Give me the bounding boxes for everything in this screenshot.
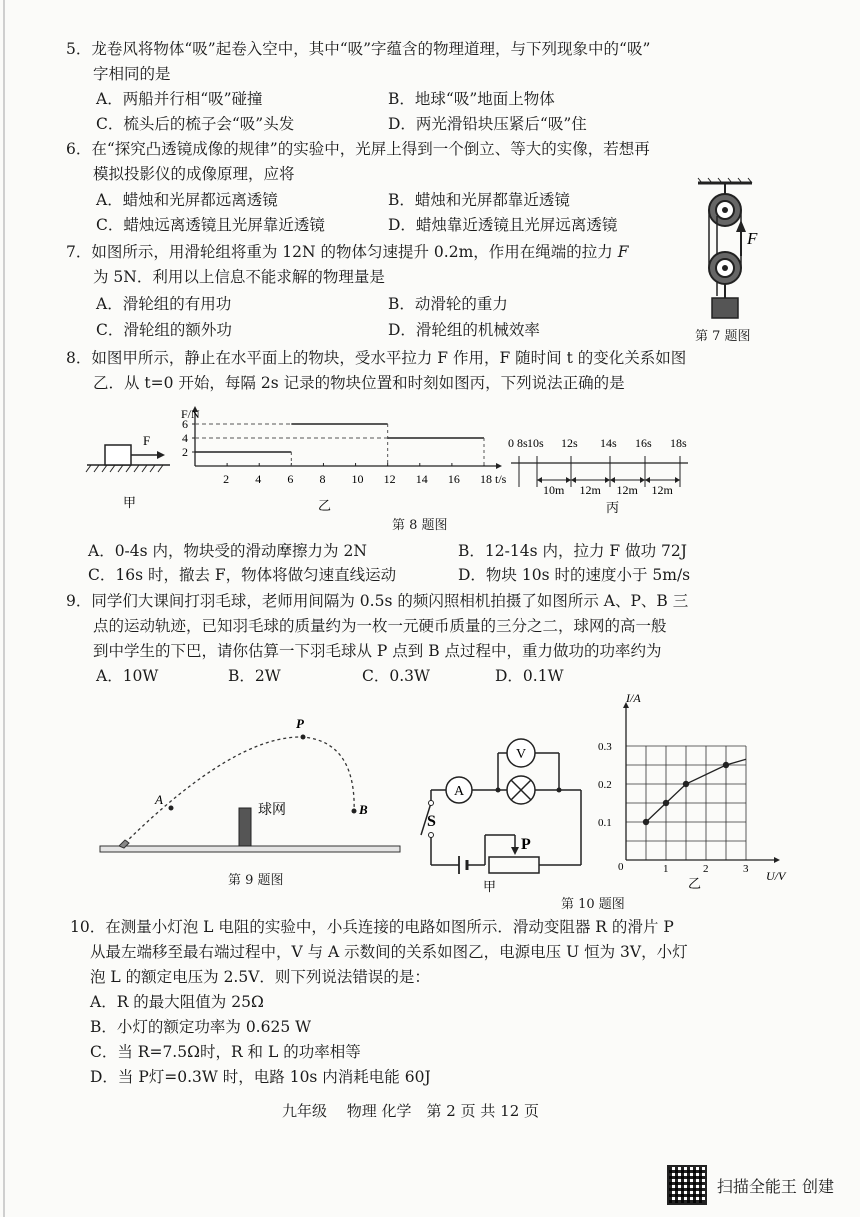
timeline-distance-label: 12m	[616, 483, 638, 497]
ft-xlabel: t/s	[495, 472, 507, 486]
q7-stem-1: 7．如图所示，用滑轮组将重为 12N 的物体匀速提升 0.2m，作用在绳端的拉力 F	[66, 243, 629, 261]
iu-data-point	[643, 819, 649, 825]
ft-y-tick-label: 4	[182, 431, 188, 445]
figure-bing-label: 丙	[606, 500, 620, 515]
figure-jia-label: 甲	[123, 495, 137, 510]
scanner-watermark	[667, 1165, 834, 1205]
iu-x-tick-label: 3	[743, 863, 749, 875]
iu-y-tick-label: 0.2	[598, 779, 612, 791]
q8-stem-1: 8．如图甲所示，静止在水平面上的物块，受水平拉力 F 作用，F 随时间 t 的变化关系如图	[66, 349, 687, 367]
q9-stem-2: 点的运动轨迹，已知羽毛球的质量约为一枚一元硬币质量的三分之二，球网的高一般	[93, 617, 667, 635]
q9-option-d: D．0.1W	[495, 667, 564, 685]
iu-ylabel: I/A	[626, 691, 641, 705]
iu-y-tick-label: 0.1	[598, 817, 612, 829]
timeline-time-label: 18s	[670, 436, 687, 450]
scanner-label: 扫描全能王 创建	[716, 1176, 834, 1196]
timeline-distance-label: 10m	[543, 483, 565, 497]
q8-option-c: C．16s 时，撤去 F，物体将做匀速直线运动	[88, 566, 397, 584]
q7-force-symbol: F	[617, 243, 629, 261]
q5-option-a: A．两船并行相“吸”碰撞	[96, 90, 263, 108]
ft-x-tick-label: 16	[447, 472, 460, 486]
q6-stem-1: 6．在“探究凸透镜成像的规律”的实验中，光屏上得到一个倒立、等大的实像，若想再	[66, 140, 650, 158]
ft-x-tick-label: 14	[415, 472, 428, 486]
q10-option-a: A．R 的最大阻值为 25Ω	[90, 993, 264, 1011]
q6-option-c: C．蜡烛远离透镜且光屏靠近透镜	[96, 216, 325, 234]
q7-stem-2: 为 5N．利用以上信息不能求解的物理量是	[93, 268, 385, 286]
timeline-arrowhead	[605, 477, 610, 483]
ft-y-tick-label: 2	[182, 445, 188, 459]
q5-stem-2: 字相同的是	[93, 65, 171, 83]
circuit-figure	[413, 733, 588, 898]
timeline-time-label: 10s	[527, 436, 544, 450]
q10-caption: 第 10 题图	[561, 897, 625, 912]
q8-option-d: D．物块 10s 时的速度小于 5m/s	[458, 566, 691, 584]
q5-option-c: C．梳头后的梳子会“吸”头发	[96, 115, 295, 133]
ft-x-tick-label: 4	[255, 472, 262, 486]
ft-ylabel: F/N	[181, 407, 200, 421]
timeline-time-label: 12s	[561, 436, 578, 450]
point-b-label: B	[359, 802, 368, 817]
net-label: 球网	[258, 803, 286, 818]
q10-stem-3: 泡 L 的额定电压为 2.5V．则下列说法错误的是：	[90, 968, 430, 986]
iu-xlabel: U/V	[766, 869, 786, 883]
timeline-arrowhead	[566, 477, 571, 483]
badminton-figure	[95, 710, 405, 860]
point-p-label: P	[296, 716, 304, 731]
q5-option-b: B．地球“吸”地面上物体	[388, 90, 555, 108]
slider-label: P	[521, 836, 531, 853]
q8-option-b: B．12-14s 内，拉力 F 做功 72J	[458, 542, 687, 560]
timeline-arrowhead	[537, 477, 542, 483]
figure-yi-label: 乙	[318, 498, 332, 513]
iu-origin-label: 0	[618, 861, 624, 873]
q7-caption: 第 7 题图	[695, 329, 751, 344]
timeline-arrowhead	[640, 477, 645, 483]
q5-stem-1: 5．龙卷风将物体“吸”起卷入空中，其中“吸”字蕴含的物理道理，与下列现象中的“吸”	[66, 40, 651, 58]
ft-x-tick-label: 6	[287, 472, 294, 486]
q9-stem-1: 9．同学们大课间打羽毛球，老师用间隔为 0.5s 的频闪照相机拍摄了如图所示 A、P、B 三	[66, 592, 689, 610]
circuit-jia-label: 甲	[483, 879, 497, 894]
iu-x-tick-label: 2	[703, 863, 709, 875]
q7-option-d: D．滑轮组的机械效率	[388, 321, 540, 339]
ammeter-label: A	[454, 784, 465, 799]
q10-option-c: C．当 R=7.5Ω时，R 和 L 的功率相等	[90, 1043, 361, 1061]
force-time-chart	[178, 404, 513, 518]
q10-stem-1: 10．在测量小灯泡 L 电阻的实验中，小兵连接的电路如图所示．滑动变阻器 R 的滑片 P	[70, 918, 674, 936]
page-footer: 九年级 物理 化学 第 2 页 共 12 页	[282, 1102, 540, 1120]
iu-x-tick-label: 1	[663, 863, 669, 875]
block-force-label: F	[143, 433, 151, 448]
q5-option-d: D．两光滑铅块压紧后“吸”住	[388, 115, 587, 133]
q7-option-a: A．滑轮组的有用功	[96, 295, 232, 313]
q7-option-c: C．滑轮组的额外功	[96, 321, 232, 339]
timeline-arrowhead	[675, 477, 680, 483]
voltmeter-label: V	[516, 747, 527, 762]
iu-y-tick-label: 0.3	[598, 741, 612, 753]
switch-label: S	[427, 813, 436, 830]
qr-code-icon	[667, 1165, 707, 1205]
pulley-force-label: F	[747, 229, 758, 248]
q9-option-b: B．2W	[228, 667, 281, 685]
q7-option-b: B．动滑轮的重力	[388, 295, 508, 313]
q8-option-a: A．0-4s 内，物块受的滑动摩擦力为 2N	[88, 542, 367, 560]
timeline-arrowhead	[571, 477, 576, 483]
ft-x-tick-label: 10	[351, 472, 364, 486]
q10-option-d: D．当 P灯=0.3W 时，电路 10s 内消耗电能 60J	[90, 1068, 431, 1086]
q9-option-c: C．0.3W	[362, 667, 430, 685]
timeline-arrowhead	[610, 477, 615, 483]
position-timeline	[503, 430, 703, 515]
point-a-label: A	[155, 792, 163, 807]
q10-stem-2: 从最左端移至最右端过程中，V 与 A 示数间的关系如图乙，电源电压 U 恒为 3V，小灯	[90, 943, 688, 961]
timeline-time-label: 14s	[600, 436, 617, 450]
iu-x-arrow	[774, 857, 780, 863]
ft-x-arrow	[496, 463, 502, 469]
q8-stem-2: 乙．从 t=0 开始，每隔 2s 记录的物块位置和时刻如图丙，下列说法正确的是	[93, 374, 625, 392]
timeline-distance-label: 12m	[651, 483, 673, 497]
q8-caption: 第 8 题图	[392, 518, 448, 533]
block-figure	[85, 425, 175, 520]
iu-data-point	[723, 762, 729, 768]
ft-y-tick-label: 6	[182, 417, 188, 431]
iu-figure-label: 乙	[688, 876, 702, 891]
q9-caption: 第 9 题图	[228, 873, 284, 888]
iu-data-point	[683, 781, 689, 787]
page-edge	[3, 0, 5, 1217]
ft-x-tick-label: 18	[480, 472, 492, 486]
q10-option-b: B．小灯的额定功率为 0.625 W	[90, 1018, 312, 1036]
pulley-figure	[690, 176, 780, 326]
current-voltage-chart	[596, 690, 796, 895]
timeline-time-label: 0 8s	[508, 436, 528, 450]
q6-option-a: A．蜡烛和光屏都远离透镜	[96, 191, 278, 209]
q6-option-d: D．蜡烛靠近透镜且光屏远离透镜	[388, 216, 618, 234]
q6-stem-2: 模拟投影仪的成像原理，应将	[93, 165, 295, 183]
ft-x-tick-label: 12	[383, 472, 396, 486]
ft-x-tick-label: 8	[319, 472, 326, 486]
timeline-time-label: 16s	[635, 436, 652, 450]
iu-curve	[646, 759, 746, 822]
iu-data-point	[663, 800, 669, 806]
q9-stem-3: 到中学生的下巴，请你估算一下羽毛球从 P 点到 B 点过程中，重力做功的功率约为	[93, 642, 662, 660]
timeline-distance-label: 12m	[579, 483, 601, 497]
q6-option-b: B．蜡烛和光屏都靠近透镜	[388, 191, 570, 209]
q9-option-a: A．10W	[96, 667, 159, 685]
timeline-arrowhead	[645, 477, 650, 483]
ft-x-tick-label: 2	[223, 472, 230, 486]
